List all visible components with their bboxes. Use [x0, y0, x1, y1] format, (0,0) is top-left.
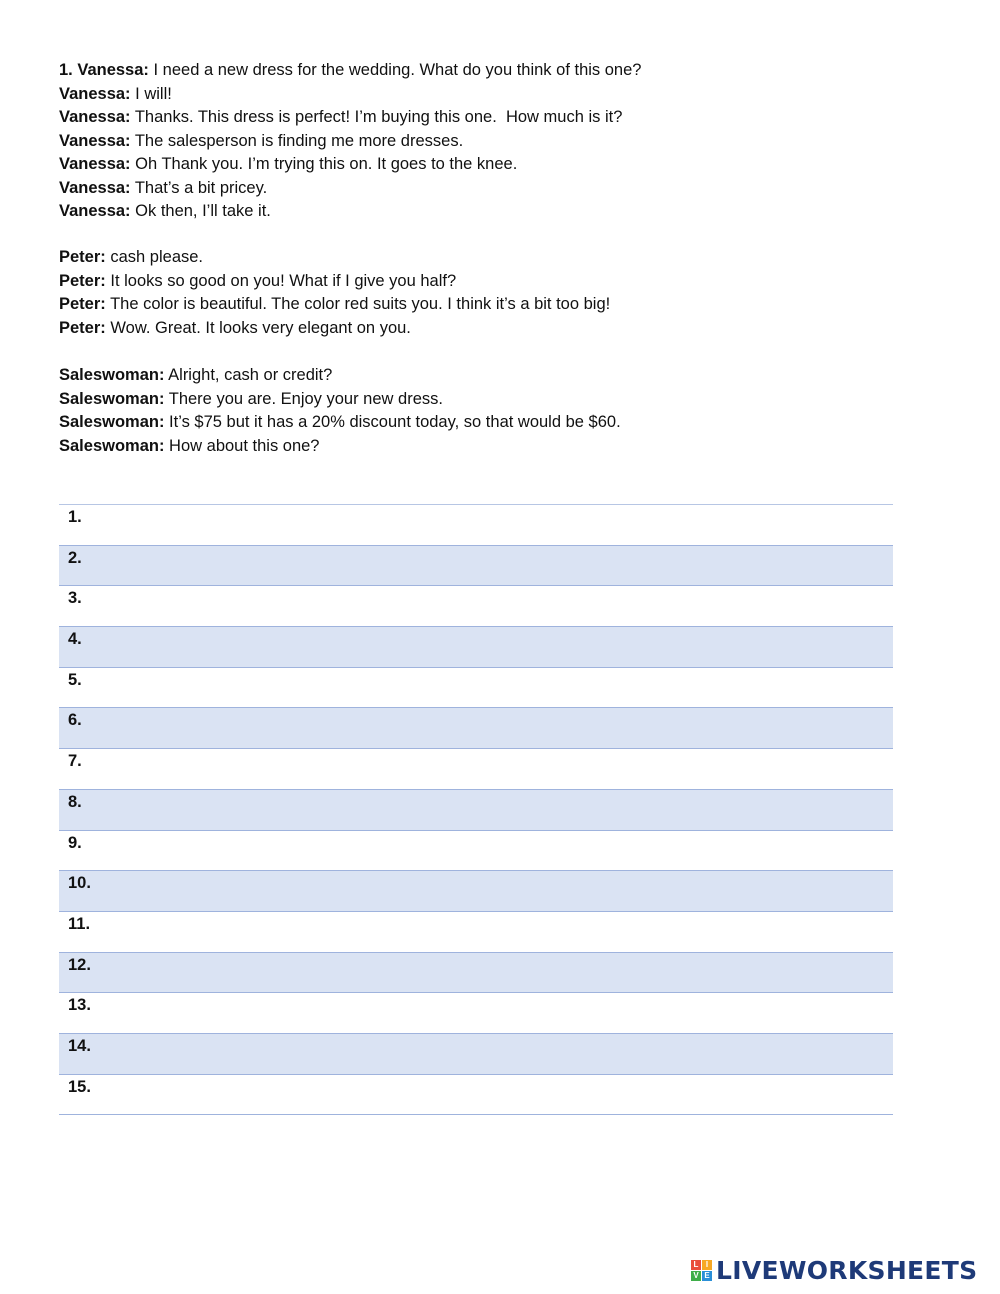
- answer-row[interactable]: [59, 871, 893, 912]
- answer-number: 2.: [68, 548, 82, 567]
- line-text: That’s a bit pricey.: [130, 178, 268, 197]
- speaker-label: Peter:: [59, 318, 106, 337]
- dialogue-line: [59, 59, 641, 83]
- answer-row[interactable]: [59, 790, 893, 831]
- speaker-label: Vanessa:: [59, 202, 131, 220]
- answer-row[interactable]: [59, 1075, 893, 1116]
- speaker-label: Vanessa:: [59, 178, 131, 197]
- dialogue-line: [59, 293, 610, 317]
- answer-number: 15.: [68, 1077, 91, 1096]
- line-text: The color is beautiful. The color red suits you. I think it’s a bit too big!: [105, 295, 611, 313]
- line-text: How about this one?: [164, 436, 320, 455]
- line-text: It looks so good on you! What if I give you half?: [105, 271, 457, 290]
- answer-number: 3.: [68, 589, 82, 608]
- liveworksheets-logo-icon: [691, 1260, 712, 1281]
- speaker-label: Saleswoman:: [59, 389, 165, 408]
- line-text: The salesperson is finding me more dresses.: [130, 131, 464, 150]
- answer-row[interactable]: [59, 708, 893, 749]
- answer-number: 8.: [68, 792, 82, 811]
- answer-number: 7.: [68, 752, 82, 771]
- answer-row[interactable]: [59, 912, 893, 953]
- answer-number: 10.: [68, 874, 91, 893]
- dialogue-line: [59, 106, 641, 130]
- answer-row[interactable]: [59, 953, 893, 994]
- speaker-label: Vanessa:: [59, 108, 131, 126]
- answer-row[interactable]: [59, 505, 893, 546]
- dialogue-line: [59, 435, 621, 459]
- dialogue-line: [59, 200, 641, 224]
- dialogue-line: [59, 83, 641, 107]
- dialogue-line: [59, 177, 641, 201]
- speaker-label: Peter:: [59, 271, 106, 290]
- answer-number: 13.: [68, 996, 91, 1015]
- logo-letter: V: [691, 1271, 701, 1281]
- speaker-label: Vanessa:: [59, 84, 131, 103]
- speaker-label: Saleswoman:: [59, 366, 165, 384]
- saleswoman-lines: [59, 364, 621, 458]
- dialogue-line: [59, 246, 610, 270]
- line-text: I need a new dress for the wedding. What do you think of this one?: [148, 61, 642, 79]
- dialogue-line: [59, 388, 621, 412]
- line-text: Ok then, I’ll take it.: [130, 202, 271, 220]
- liveworksheets-logo: [691, 1255, 977, 1285]
- answer-row[interactable]: [59, 993, 893, 1034]
- line-text: Wow. Great. It looks very elegant on you.: [105, 318, 411, 337]
- logo-letter: L: [691, 1260, 701, 1270]
- answer-number: 12.: [68, 955, 91, 974]
- answer-row[interactable]: [59, 627, 893, 668]
- line-text: Oh Thank you. I’m trying this on. It goes to the knee.: [130, 155, 518, 173]
- logo-letter: I: [702, 1260, 712, 1270]
- line-text: Thanks. This dress is perfect! I’m buying this one. How much is it?: [130, 108, 623, 126]
- answer-row[interactable]: [59, 1034, 893, 1075]
- dialogue-line: [59, 153, 641, 177]
- dialogue-line: [59, 317, 610, 341]
- dialogue-line: [59, 270, 610, 294]
- answer-row[interactable]: [59, 586, 893, 627]
- logo-text: LIVEWORKSHEETS: [716, 1255, 978, 1285]
- answer-number: 4.: [68, 630, 82, 649]
- line-text: I will!: [130, 84, 172, 103]
- answer-number: 6.: [68, 711, 82, 730]
- answer-row[interactable]: [59, 749, 893, 790]
- line-text: There you are. Enjoy your new dress.: [164, 389, 443, 408]
- answer-row[interactable]: [59, 831, 893, 872]
- speaker-label: Saleswoman:: [59, 436, 165, 455]
- answer-row[interactable]: [59, 668, 893, 709]
- dialogue-line: [59, 411, 621, 435]
- answer-number: 11.: [68, 914, 91, 933]
- line-text: Alright, cash or credit?: [164, 366, 333, 384]
- speaker-label: Saleswoman:: [59, 413, 165, 431]
- speaker-label: Vanessa:: [59, 155, 131, 173]
- dialogue-line: [59, 364, 621, 388]
- line-text: It’s $75 but it has a 20% discount today, so that would be $60.: [164, 413, 621, 431]
- answer-table: [59, 504, 893, 1115]
- line-text: cash please.: [105, 248, 204, 266]
- speaker-label: Peter:: [59, 295, 106, 313]
- answer-row[interactable]: [59, 546, 893, 587]
- answer-number: 14.: [68, 1036, 91, 1055]
- answer-number: 1.: [68, 508, 82, 526]
- speaker-label: Vanessa:: [59, 131, 131, 150]
- speaker-label: Peter:: [59, 248, 106, 266]
- answer-number: 9.: [68, 833, 82, 852]
- peter-lines: [59, 246, 610, 340]
- vanessa-lines: [59, 59, 641, 224]
- answer-number: 5.: [68, 670, 82, 689]
- dialogue-line: [59, 130, 641, 154]
- logo-letter: E: [702, 1271, 712, 1281]
- speaker-label: 1. Vanessa:: [59, 61, 149, 79]
